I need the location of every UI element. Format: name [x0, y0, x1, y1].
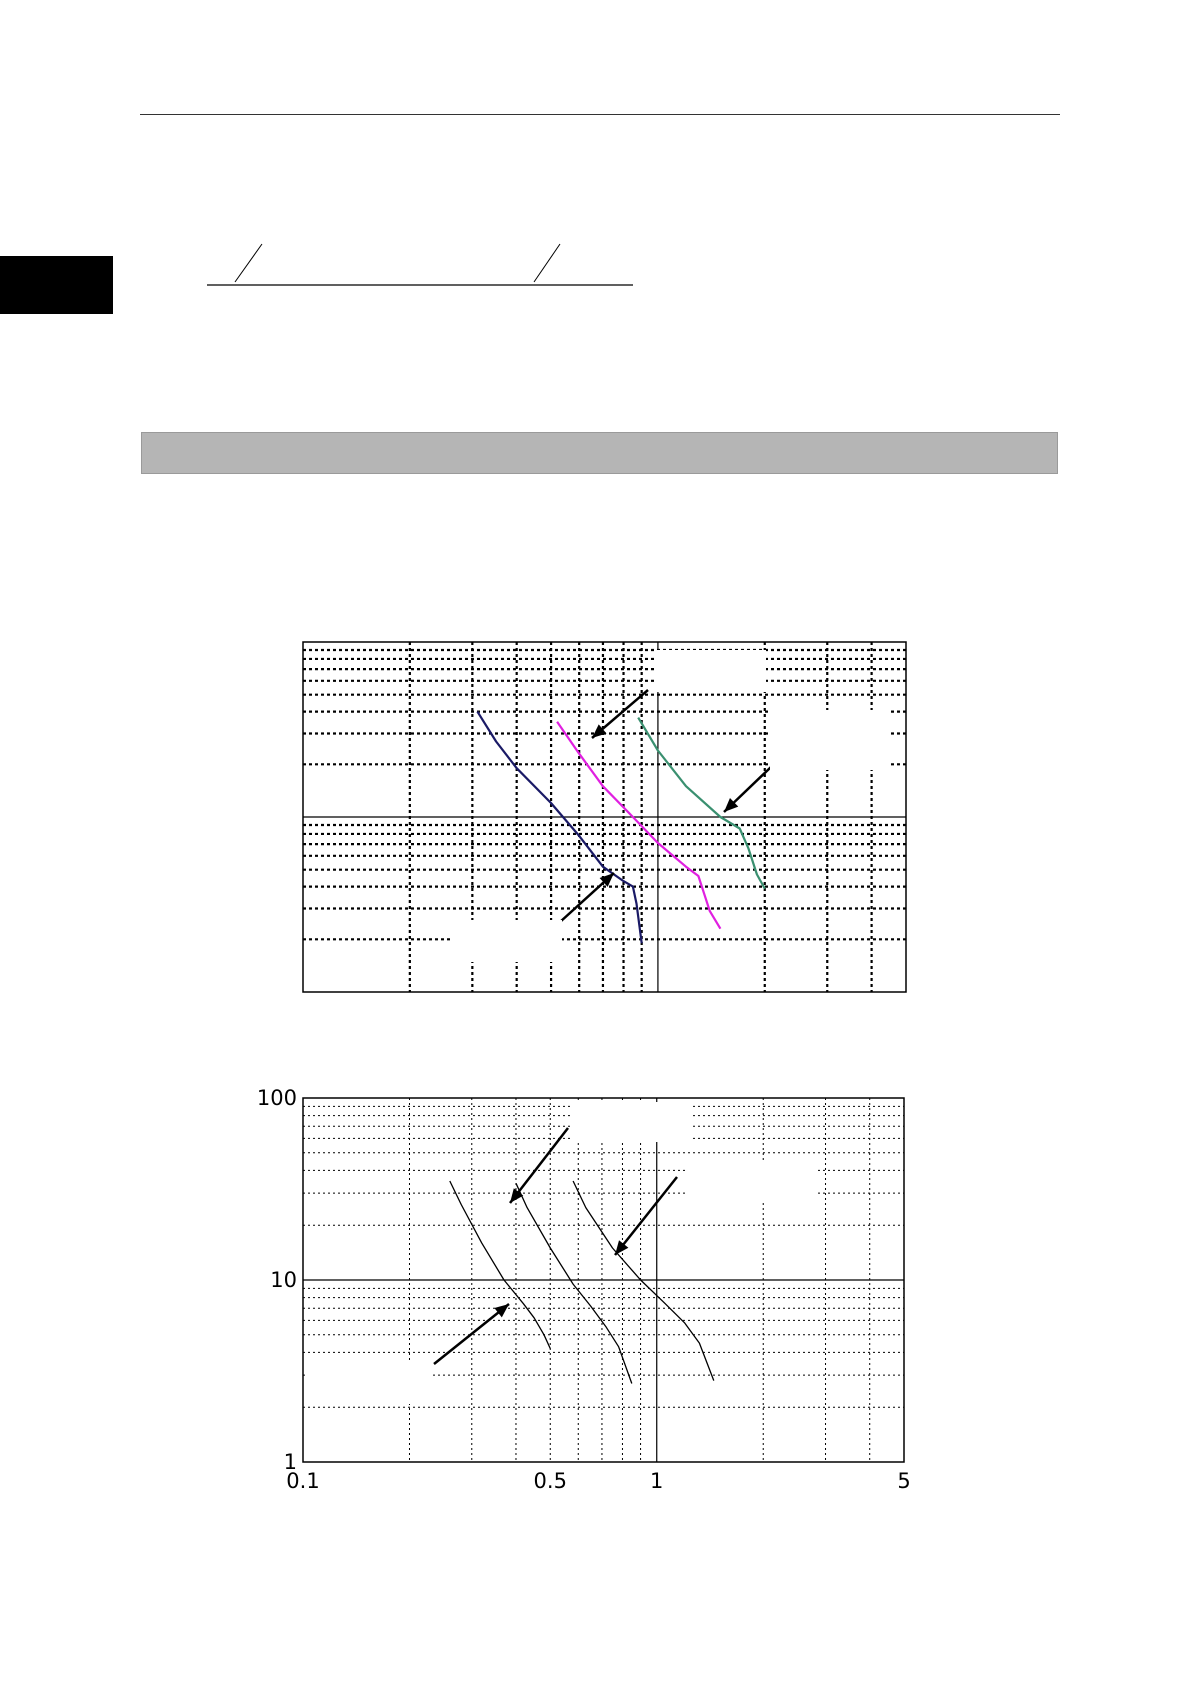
- x-tick-label: 5: [897, 1469, 911, 1493]
- y-tick-label: 100: [256, 1086, 297, 1110]
- x-tick-label: 1: [650, 1469, 664, 1493]
- annotation-arrow-1: [510, 1128, 568, 1203]
- series-1-line: [450, 1181, 551, 1349]
- series-3-line: [573, 1181, 714, 1381]
- annotation-arrow-1: [592, 690, 648, 738]
- section-heading-bar: [141, 432, 1058, 474]
- series-3: [638, 718, 765, 889]
- y-tick-label: 10: [270, 1268, 297, 1292]
- annotation-label-box-2: [770, 710, 890, 770]
- x-tick-label: 0.1: [286, 1469, 320, 1493]
- annotation-label-box-3: [452, 920, 562, 962]
- annotation-label-box-1: [572, 1102, 692, 1142]
- chart-1: [0, 620, 1191, 1020]
- series-3-line: [638, 718, 765, 889]
- series-2-line: [516, 1183, 632, 1383]
- annotation-arrow-2: [615, 1177, 677, 1255]
- series-3: [573, 1181, 714, 1381]
- series-1: [450, 1181, 551, 1349]
- y-tick-label: 1: [283, 1450, 297, 1474]
- annotation-label-box-1: [656, 650, 766, 692]
- series-2: [516, 1183, 632, 1383]
- x-tick-label: 0.5: [533, 1469, 567, 1493]
- annotation-label-box-3: [306, 1360, 430, 1404]
- signature-line: [0, 0, 700, 300]
- chart-2: [0, 1070, 1191, 1510]
- annotation-label-box-2: [686, 1160, 816, 1202]
- annotation-arrow-3: [560, 873, 614, 922]
